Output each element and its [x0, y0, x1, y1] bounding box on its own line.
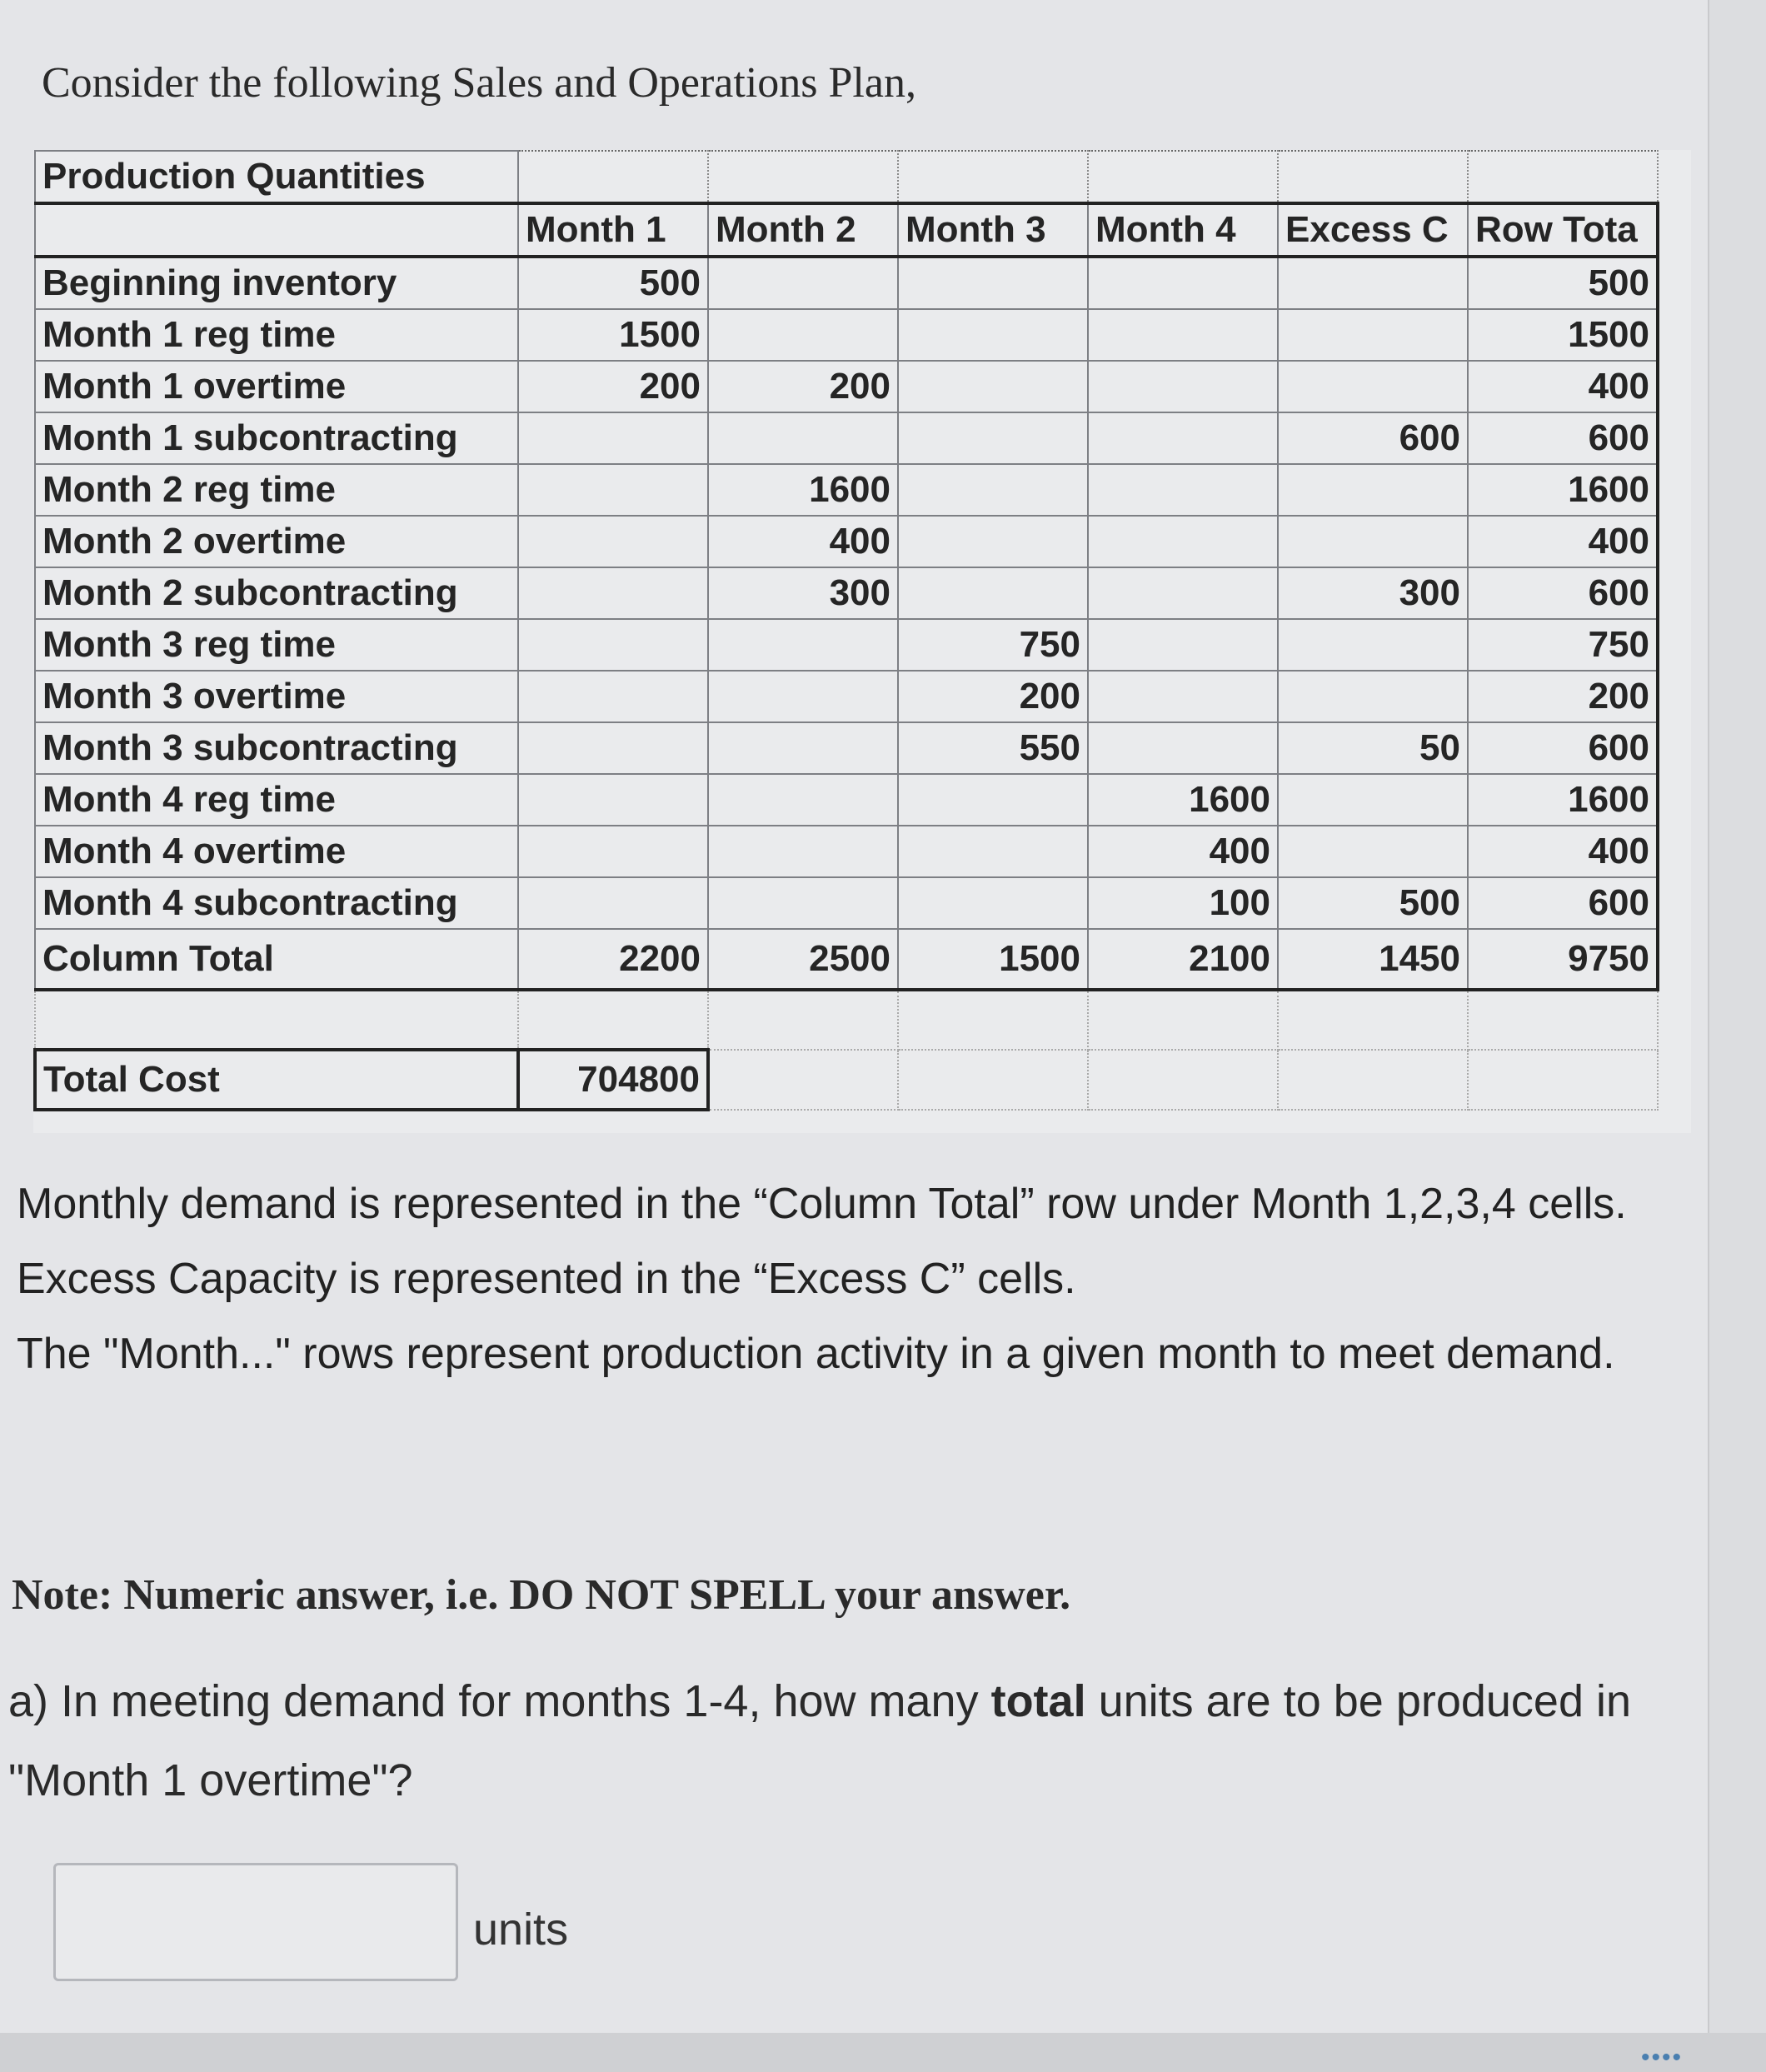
- table-cell: [518, 877, 708, 929]
- blank-cell: [518, 990, 708, 1050]
- table-row: [35, 567, 1658, 619]
- table-cell: [898, 516, 1088, 567]
- table-cell: 500: [518, 257, 708, 309]
- row-label: Month 3 reg time: [35, 619, 518, 671]
- table-cell: [1278, 464, 1468, 516]
- description-demand: Monthly demand is represented in the “Column Total” row under Month 1,2,3,4 cells.: [17, 1180, 1627, 1228]
- column-total-cell: 1450: [1278, 929, 1468, 990]
- table-cell: 100: [1088, 877, 1278, 929]
- table-cell: [1088, 567, 1278, 619]
- table-cell: 200: [518, 361, 708, 412]
- table-cell: [518, 567, 708, 619]
- row-label: Month 2 overtime: [35, 516, 518, 567]
- table-cell: 600: [1468, 722, 1658, 774]
- table-cell: 400: [1088, 826, 1278, 877]
- column-total-cell: 9750: [1468, 929, 1658, 990]
- table-cell: 750: [1468, 619, 1658, 671]
- row-label: Month 1 reg time: [35, 309, 518, 361]
- column-header: Month 3: [898, 203, 1088, 257]
- table-cell: 400: [1468, 826, 1658, 877]
- blank-cell: [1088, 1050, 1278, 1110]
- row-label: Beginning inventory: [35, 257, 518, 309]
- blank-cell: [1278, 1050, 1468, 1110]
- table-cell: [518, 774, 708, 826]
- table-cell: 400: [1468, 516, 1658, 567]
- description-rows: The "Month..." rows represent production activity in a given month to meet demand.: [17, 1330, 1615, 1378]
- table-row: [35, 826, 1658, 877]
- table-cell: 300: [708, 567, 898, 619]
- blank-cell: [708, 1050, 898, 1110]
- row-label: Month 2 subcontracting: [35, 567, 518, 619]
- blank-cell: [898, 1050, 1088, 1110]
- table-cell: [518, 516, 708, 567]
- row-label: Month 3 overtime: [35, 671, 518, 722]
- table-cell: [518, 412, 708, 464]
- table-cell: [1278, 774, 1468, 826]
- bottom-bar: [0, 2033, 1766, 2072]
- table-cell: [708, 309, 898, 361]
- table-row: [35, 257, 1658, 309]
- table-cell: [898, 774, 1088, 826]
- table-cell: [1278, 619, 1468, 671]
- blank-cell: [1278, 990, 1468, 1050]
- table-title-row: [35, 151, 1658, 203]
- table-row: [35, 516, 1658, 567]
- table-cell: 50: [1278, 722, 1468, 774]
- table-cell: 600: [1468, 877, 1658, 929]
- blank-cell: [1468, 1050, 1658, 1110]
- units-label: units: [473, 1905, 569, 1955]
- column-header: Excess C: [1278, 203, 1468, 257]
- page-scroll-edge: [1708, 0, 1766, 2072]
- table-cell: [708, 826, 898, 877]
- table-cell: [898, 464, 1088, 516]
- row-label: Month 2 reg time: [35, 464, 518, 516]
- description-excess: Excess Capacity is represented in the “Excess C” cells.: [17, 1255, 1076, 1303]
- table-cell: 1600: [1468, 774, 1658, 826]
- table-cell: [1278, 257, 1468, 309]
- table-cell: [1088, 516, 1278, 567]
- row-label: Month 1 subcontracting: [35, 412, 518, 464]
- title-blank-cell: [708, 151, 898, 203]
- table-row: [35, 361, 1658, 412]
- table-cell: [1088, 361, 1278, 412]
- table-cell: [898, 309, 1088, 361]
- table-cell: 600: [1278, 412, 1468, 464]
- note-text: Note: Numeric answer, i.e. DO NOT SPELL your answer.: [12, 1571, 1071, 1619]
- table-cell: [1088, 257, 1278, 309]
- table-cell: [1088, 619, 1278, 671]
- table-row: [35, 412, 1658, 464]
- table-cell: [518, 826, 708, 877]
- blank-cell: [1468, 990, 1658, 1050]
- table-cell: 500: [1278, 877, 1468, 929]
- table-cell: 200: [898, 671, 1088, 722]
- column-header: Row Tota: [1468, 203, 1658, 257]
- table-cell: [898, 257, 1088, 309]
- table-cell: [708, 412, 898, 464]
- table-row: [35, 877, 1658, 929]
- table-cell: [518, 619, 708, 671]
- row-label: Month 3 subcontracting: [35, 722, 518, 774]
- table-row: [35, 671, 1658, 722]
- table-row: [35, 464, 1658, 516]
- table-cell: [1088, 722, 1278, 774]
- table-cell: [898, 567, 1088, 619]
- table-cell: [1278, 361, 1468, 412]
- blank-cell: [35, 990, 518, 1050]
- title-blank-cell: [1088, 151, 1278, 203]
- table-cell: 200: [1468, 671, 1658, 722]
- table-cell: [1278, 309, 1468, 361]
- table-cell: [518, 464, 708, 516]
- row-label: Month 4 overtime: [35, 826, 518, 877]
- table-cell: [1088, 464, 1278, 516]
- column-total-label: Column Total: [35, 929, 518, 990]
- table-cell: [708, 774, 898, 826]
- blank-cell: [708, 990, 898, 1050]
- table-cell: 200: [708, 361, 898, 412]
- table-cell: 400: [708, 516, 898, 567]
- total-cost-value: 704800: [518, 1050, 708, 1110]
- row-label: Month 4 subcontracting: [35, 877, 518, 929]
- question-part1: a) In meeting demand for months 1-4, how many: [8, 1676, 991, 1726]
- more-icon[interactable]: ••••: [1641, 2044, 1684, 2071]
- question-bold: total: [990, 1676, 1086, 1726]
- table-cell: 600: [1468, 567, 1658, 619]
- column-total-cell: 2100: [1088, 929, 1278, 990]
- column-header: Month 1: [518, 203, 708, 257]
- column-header: Month 4: [1088, 203, 1278, 257]
- table-cell: [1278, 826, 1468, 877]
- production-table: [33, 150, 1659, 1111]
- row-label: Month 1 overtime: [35, 361, 518, 412]
- table-header-row: [35, 203, 1658, 257]
- answer-input[interactable]: [53, 1863, 458, 1981]
- table-cell: 550: [898, 722, 1088, 774]
- table-cell: 500: [1468, 257, 1658, 309]
- question-text: [8, 1662, 1716, 1820]
- table-cell: [1088, 412, 1278, 464]
- table-cell: 1500: [518, 309, 708, 361]
- total-cost-row: [35, 1050, 1658, 1110]
- table-cell: [708, 877, 898, 929]
- table-row: [35, 619, 1658, 671]
- sales-operations-table: [33, 150, 1691, 1133]
- column-total-cell: 2200: [518, 929, 708, 990]
- table-cell: [708, 671, 898, 722]
- question-part2: units are to be produced in "Month 1 overtime"?: [8, 1676, 1632, 1805]
- table-cell: [708, 257, 898, 309]
- title-blank-cell: [1278, 151, 1468, 203]
- intro-text: Consider the following Sales and Operations Plan,: [42, 59, 916, 107]
- table-row: [35, 309, 1658, 361]
- table-cell: [518, 722, 708, 774]
- table-cell: 300: [1278, 567, 1468, 619]
- table-cell: [898, 361, 1088, 412]
- table-cell: 400: [1468, 361, 1658, 412]
- title-blank-cell: [518, 151, 708, 203]
- table-cell: [898, 412, 1088, 464]
- description: [17, 1166, 1683, 1391]
- table-cell: 1500: [1468, 309, 1658, 361]
- table-cell: 1600: [1088, 774, 1278, 826]
- table-cell: 1600: [1468, 464, 1658, 516]
- column-total-cell: 1500: [898, 929, 1088, 990]
- column-header: Month 2: [708, 203, 898, 257]
- table-cell: 600: [1468, 412, 1658, 464]
- blank-cell: [1088, 990, 1278, 1050]
- table-cell: [518, 671, 708, 722]
- header-blank-cell: [35, 203, 518, 257]
- table-cell: [1088, 671, 1278, 722]
- table-title: Production Quantities: [35, 151, 518, 203]
- table-cell: [708, 722, 898, 774]
- table-row: [35, 722, 1658, 774]
- table-cell: [898, 826, 1088, 877]
- table-cell: 1600: [708, 464, 898, 516]
- column-total-row: [35, 929, 1658, 990]
- table-cell: [1278, 516, 1468, 567]
- table-row: [35, 774, 1658, 826]
- table-cell: [1088, 309, 1278, 361]
- table-cell: [708, 619, 898, 671]
- column-total-cell: 2500: [708, 929, 898, 990]
- title-blank-cell: [898, 151, 1088, 203]
- blank-cell: [898, 990, 1088, 1050]
- title-blank-cell: [1468, 151, 1658, 203]
- table-cell: [1278, 671, 1468, 722]
- spacer-row: [35, 990, 1658, 1050]
- row-label: Month 4 reg time: [35, 774, 518, 826]
- table-cell: [898, 877, 1088, 929]
- table-cell: 750: [898, 619, 1088, 671]
- total-cost-label: Total Cost: [35, 1050, 518, 1110]
